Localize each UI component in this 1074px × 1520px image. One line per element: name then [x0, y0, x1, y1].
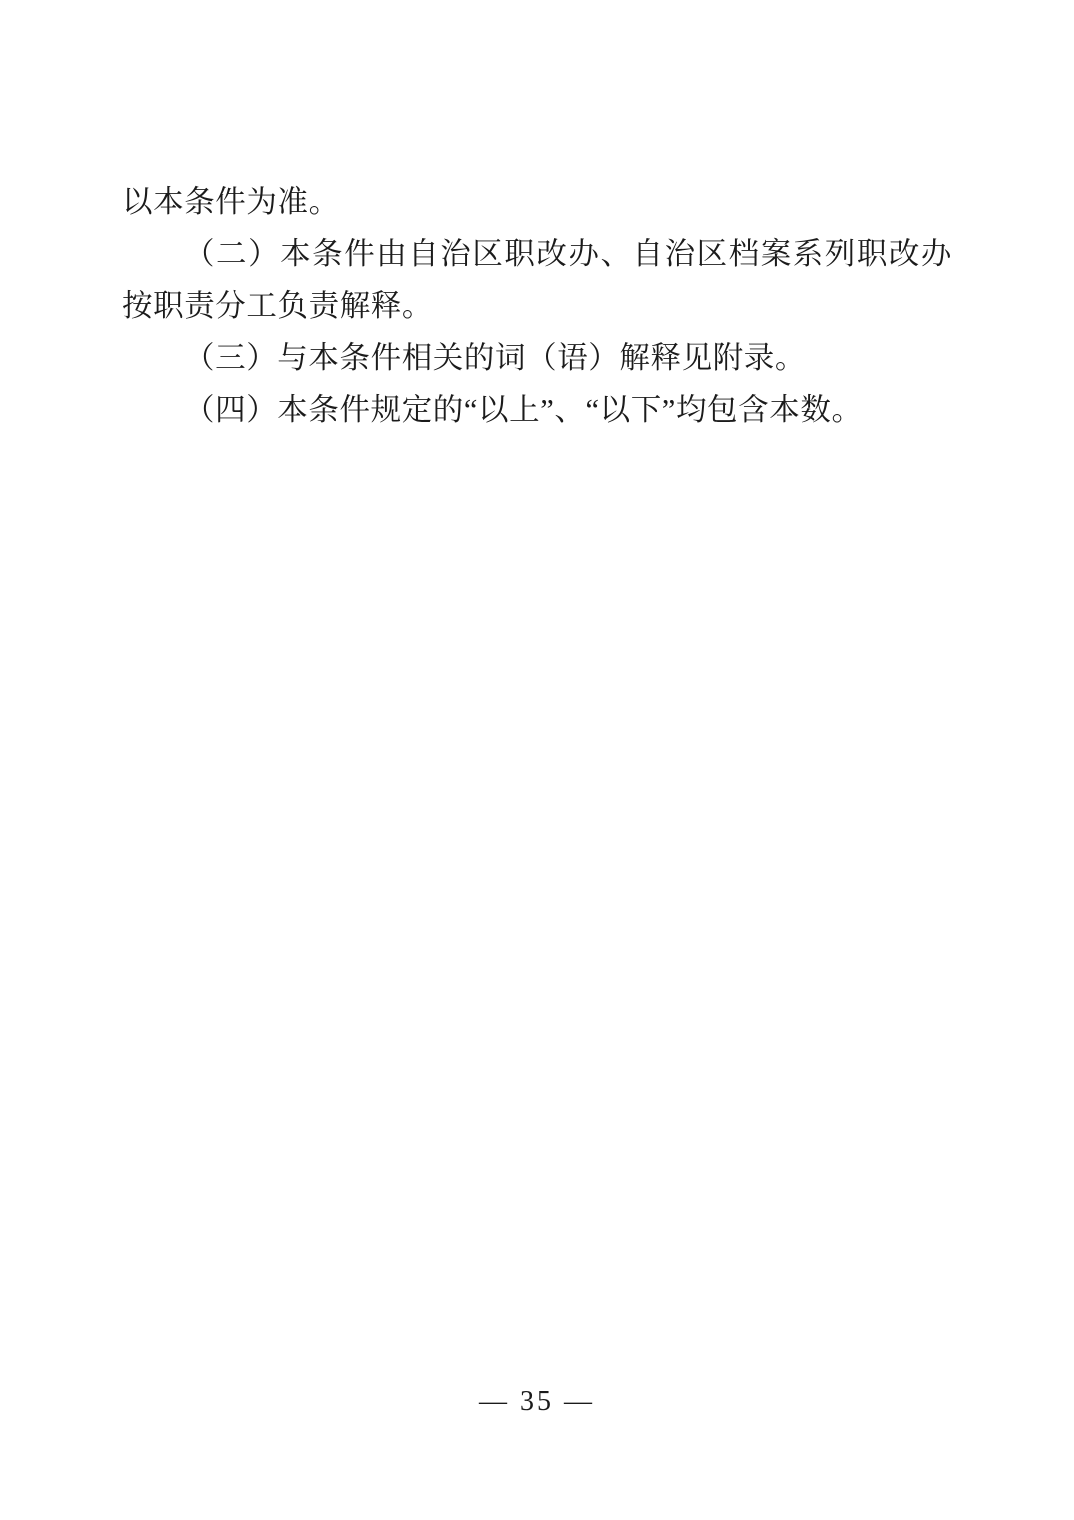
- page-footer: [0, 1386, 1074, 1418]
- paragraph-item-2: （二）本条件由自治区职改办、自治区档案系列职改办按职责分工负责解释。: [122, 237, 952, 323]
- paragraph-item-3: （三）与本条件相关的词（语）解释见附录。: [184, 341, 806, 375]
- paragraph-continuation: 以本条件为准。: [122, 185, 340, 219]
- page-number: — 35 —: [479, 1386, 595, 1417]
- paragraph-item-4: （四）本条件规定的“以上”、“以下”均包含本数。: [184, 393, 863, 427]
- page-body: [122, 176, 952, 436]
